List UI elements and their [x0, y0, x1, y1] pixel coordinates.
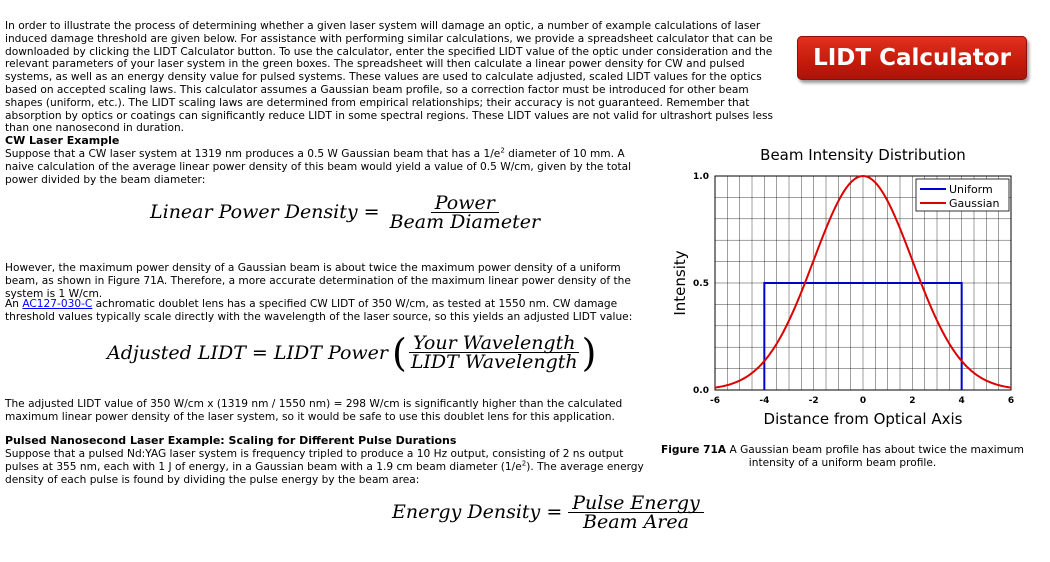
figure-caption: Figure 71A A Gaussian beam profile has about twice the maximum intensity of a uniform beam profile.: [661, 444, 1024, 469]
intro-paragraph: In order to illustrate the process of determining whether a given laser system will damage an optic, a number of example calculations of laser induced damage threshold are given below. For assistance with performing similar calculations, we provide a spreadsheet calculator that can be downloaded by clicking the LIDT Calculator button. To use the calculator, enter the specified LIDT value of the optic under consideration and the relevant parameters of your laser system in the green boxes. The spreadsheet will then calculate a linear power density for CW and pulsed systems, as well as an energy density value for pulsed systems. These values are used to calculate adjusted, scaled LIDT values for the optics based on accepted scaling laws. This calculator assumes a Gaussian beam profile, so a correction factor must be introduced for other beam shapes (uniform, etc.). The LIDT scaling laws are determined from empirical relationships; their accuracy is not guaranteed. Remember that absorption by optics or coatings can significantly reduce LIDT in some spectral regions. These LIDT values are not valid for ultrashort pulses less than one nanosecond in duration.: [5, 20, 774, 135]
pulsed-heading: Pulsed Nanosecond Laser Example: Scaling for Different Pulse Durations: [5, 434, 457, 447]
equation-linear-power-density: Linear Power Density = $\frac{\text{Power}}{\text{Beam Diameter}}$: [150, 192, 541, 233]
legend-label-uniform: Uniform: [949, 183, 993, 196]
cw-paragraph-1: Suppose that a CW laser system at 1319 nm produces a 0.5 W Gaussian beam that has a $1/e^2$ diameter of 10 mm. A naive calculation of the average linear power density of this beam would yield a value of 0.5 W/cm, given by the total power divided by the beam diameter:: [5, 146, 632, 186]
y-tick-label: 0.0: [693, 386, 709, 396]
y-tick-label: 0.5: [693, 279, 709, 289]
y-axis-label: Intensity: [671, 250, 689, 316]
x-tick-label: 6: [1007, 396, 1015, 406]
pulsed-paragraph-1: Suppose that a pulsed Nd:YAG laser system is frequency tripled to produce a 10 Hz output, consisting of 2 ns output pulses at 355 nm, each with 1 J of energy, in a Gaussian beam with a 1.9 cm beam diameter $(1/e^2)$. The average energy density of each pulse is found by dividing the pulse energy by the beam area:: [5, 448, 644, 486]
legend-label-gaussian: Gaussian: [949, 197, 1000, 210]
x-tick-label: -2: [808, 396, 819, 406]
chart-title: Beam Intensity Distribution: [760, 146, 966, 164]
cw-paragraph-3: An AC127-030-C achromatic doublet lens has a specified CW LIDT of 350 W/cm, as tested at 1550 nm. CW damage threshold values typically scale directly with the wavelength of the laser source, so this yields an adjusted LIDT value:: [5, 298, 633, 323]
x-tick-label: 0: [859, 396, 867, 406]
lidt-calculator-button[interactable]: LIDT Calculator: [797, 36, 1027, 80]
x-tick-label: 4: [958, 396, 965, 406]
beam-intensity-chart: [660, 140, 1045, 435]
cw-paragraph-2: However, the maximum power density of a Gaussian beam is about twice the maximum power density of a uniform beam, as shown in Figure 71A. Therefore, a more accurate determination of the maximum linear power density of the system is 1 W/cm.: [5, 262, 631, 300]
ac127-030-c-link[interactable]: AC127-030-C: [22, 298, 93, 310]
equation-adjusted-lidt: Adjusted LIDT = LIDT Power ( $\frac{\text{Your Wavelength}}{\text{LIDT Wavelength}}$ ): [107, 331, 597, 375]
cw-heading: CW Laser Example: [5, 134, 120, 147]
cw-paragraph-4: The adjusted LIDT value of 350 W/cm x (1319 nm / 1550 nm) = 298 W/cm is significantly higher than the calculated maximum linear power density of the laser system, so it would be safe to use this doublet lens for this application.: [5, 398, 623, 423]
x-tick-label: -6: [710, 396, 720, 406]
x-tick-label: 2: [909, 396, 916, 406]
x-axis-label: Distance from Optical Axis: [763, 410, 963, 428]
equation-energy-density: Energy Density = $\frac{\text{Pulse Energy}}{\text{Beam Area}}$: [392, 497, 704, 529]
y-tick-label: 1.0: [693, 172, 709, 182]
x-tick-label: -4: [759, 396, 770, 406]
